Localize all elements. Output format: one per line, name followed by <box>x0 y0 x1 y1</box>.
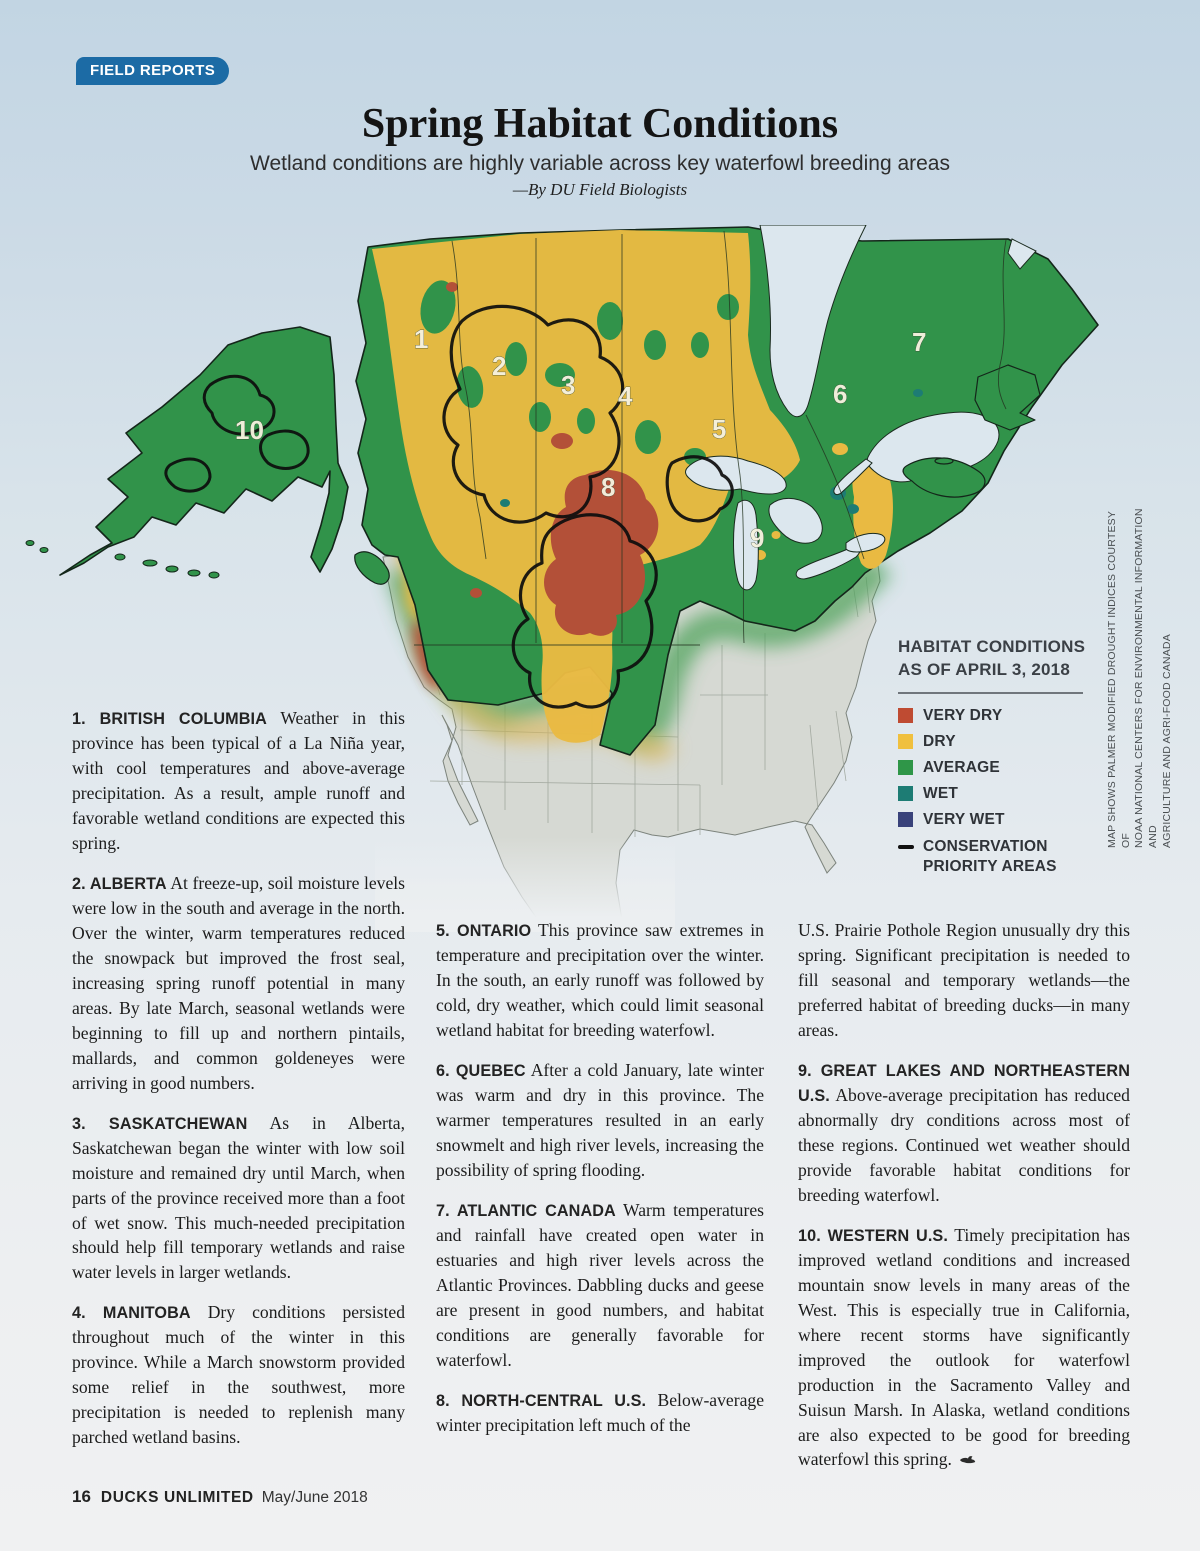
report-section-british-columbia <box>72 706 405 856</box>
section-heading: 6. QUEBEC <box>436 1061 526 1080</box>
region-marker-4: 4 <box>618 381 633 411</box>
section-heading: 3. SASKATCHEWAN <box>72 1114 248 1133</box>
report-section-north-central-us <box>436 1388 764 1438</box>
section-body: U.S. Prairie Pothole Region unusually dry this spring. Significant precipitation is needed to fill seasonal and temporary wetlands—the preferred habitat of breeding ducks—in many areas. <box>798 920 1130 1040</box>
conservation-dash-swatch <box>898 845 914 849</box>
section-body: As in Alberta, Saskatchewan began the winter with low soil moisture and remained dry until March, when parts of the province received more than a foot of wet snow. This much-needed precipitation should help fill temporary wetlands and raise water levels in larger wetlands. <box>72 1112 406 1283</box>
region-marker-2: 2 <box>492 351 507 381</box>
report-section-quebec <box>436 1058 764 1183</box>
legend-item-very-dry <box>898 706 1098 726</box>
map-credit-line: MAP SHOWS PALMER MODIFIED DROUGHT INDICES COURTESY OF <box>1106 511 1132 848</box>
section-body: Dry conditions persisted throughout much of the winter in this province. While a March snowstorm provided some relief in the southwest, more precipitation is needed to replenish many parched wetland basins. <box>72 1302 405 1448</box>
report-section-manitoba <box>72 1300 405 1450</box>
legend-label: AVERAGE <box>923 759 1000 777</box>
map-legend <box>898 636 1098 883</box>
region-marker-5: 5 <box>712 414 727 444</box>
magazine-name: DUCKS UNLIMITED <box>100 1489 254 1506</box>
legend-label: DRY <box>923 733 956 751</box>
legend-label: VERY WET <box>923 811 1005 829</box>
section-heading: 4. MANITOBA <box>72 1304 191 1323</box>
section-body: Below-average winter precipitation left much of the <box>436 1389 764 1435</box>
section-heading: 9. GREAT LAKES AND NORTHEASTERN U.S. <box>798 1061 1130 1105</box>
section-body: Warm temperatures and rainfall have created open water in estuaries and high river levels across the Atlantic Provinces. Dabbling ducks and geese are present in good numbers, and habitat conditions are generally favorable for waterfowl. <box>436 1199 764 1370</box>
section-body: Above-average precipitation has reduced abnormally dry conditions across most of these regions. Continued wet weather should provide favorable habitat conditions for breeding waterfowl. <box>798 1084 1130 1205</box>
section-body: At freeze-up, soil moisture levels were low in the south and average in the north. Over the winter, warm temperatures reduced the snowpack but improved the frost seal, increasing spring runoff potential in many areas. By late March, seasonal wetlands were beginning to fill up and northern pintails, mallards, and common goldeneyes were arriving in good numbers. <box>72 872 405 1093</box>
region-marker-10: 10 <box>235 415 264 445</box>
article-column-3 <box>798 918 1130 1487</box>
region-marker-1: 1 <box>414 324 429 354</box>
wet-swatch <box>898 786 913 801</box>
dry-swatch <box>898 734 913 749</box>
section-heading: 8. NORTH-CENTRAL U.S. <box>436 1391 647 1410</box>
legend-item-wet <box>898 784 1098 804</box>
section-body: This province saw extremes in temperature and precipitation over the winter. In the south, an early runoff was followed by cold, dry weather, which could limit seasonal wetland habitat for breeding waterfowl. <box>436 920 764 1040</box>
legend-item-dry <box>898 732 1098 752</box>
region-marker-9: 9 <box>750 523 765 553</box>
average-swatch <box>898 760 913 775</box>
article-column-1 <box>72 706 405 1465</box>
very-wet-swatch <box>898 812 913 827</box>
region-marker-8: 8 <box>601 472 616 502</box>
section-heading: 5. ONTARIO <box>436 922 532 940</box>
article-column-2 <box>436 918 764 1453</box>
region-marker-6: 6 <box>833 379 848 409</box>
alaska-region <box>26 327 348 578</box>
legend-title-line2: AS OF APRIL 3, 2018 <box>898 659 1070 679</box>
byline: —By DU Field Biologists <box>512 180 688 199</box>
section-body: After a cold January, late winter was warm and dry in this province. The warmer temperatures resulted in an early snowmelt and high river levels, increasing the possibility of spring flooding. <box>436 1059 764 1180</box>
report-section-saskatchewan <box>72 1111 405 1286</box>
report-section-alberta <box>72 871 405 1096</box>
newfoundland <box>975 365 1040 430</box>
very-dry-swatch <box>898 708 913 723</box>
legend-title-line1: HABITAT CONDITIONS <box>898 637 1086 656</box>
map-credit-line: NOAA NATIONAL CENTERS FOR ENVIRONMENTAL INFORMATION AND <box>1133 508 1159 848</box>
map-credit <box>1106 500 1174 848</box>
end-mark-duck-icon <box>959 1453 976 1465</box>
legend-divider <box>898 692 1083 694</box>
section-body: Weather in this province has been typical of a La Niña year, with cool temperatures and above-average precipitation. As a result, ample runoff and favorable wetland conditions are expected this spring. <box>72 708 405 853</box>
section-heading: 7. ATLANTIC CANADA <box>436 1201 616 1220</box>
issue-date: May/June 2018 <box>261 1489 368 1506</box>
legend-label: CONSERVATION PRIORITY AREAS <box>923 837 1057 875</box>
region-marker-7: 7 <box>912 327 927 357</box>
report-section-north-central-us-continued <box>798 918 1130 1043</box>
page-footer <box>72 1487 368 1507</box>
section-heading: 1. BRITISH COLUMBIA <box>72 710 267 728</box>
report-section-great-lakes-northeastern-us <box>798 1058 1130 1208</box>
page-number: 16 <box>72 1487 91 1506</box>
page-title: Spring Habitat Conditions <box>361 101 839 147</box>
report-section-atlantic-canada <box>436 1198 764 1373</box>
section-heading: 2. ALBERTA <box>72 874 167 893</box>
region-marker-3: 3 <box>561 370 576 400</box>
legend-label: WET <box>923 785 959 803</box>
legend-label: VERY DRY <box>923 706 1003 724</box>
section-body: Timely precipitation has improved wetland conditions and increased mountain snow levels in many areas of the West. This is especially true in California, where recent storms have significantly improved the outlook for waterfowl production in the Sacramento Valley and Suisun Marsh. In Alaska, wetland conditions are also expected to be good for breeding waterfowl this spring. <box>798 1224 1130 1470</box>
page-subtitle: Wetland conditions are highly variable across key waterfowl breeding areas <box>250 152 950 175</box>
report-section-ontario <box>436 918 764 1043</box>
map-credit-line: AGRICULTURE AND AGRI-FOOD CANADA <box>1160 634 1173 848</box>
report-section-western-us <box>798 1223 1130 1473</box>
field-reports-badge: FIELD REPORTS <box>76 57 229 85</box>
legend-item-conservation <box>898 837 1098 877</box>
legend-item-very-wet <box>898 810 1098 830</box>
section-heading: 10. WESTERN U.S. <box>798 1226 948 1245</box>
legend-item-average <box>898 758 1098 778</box>
